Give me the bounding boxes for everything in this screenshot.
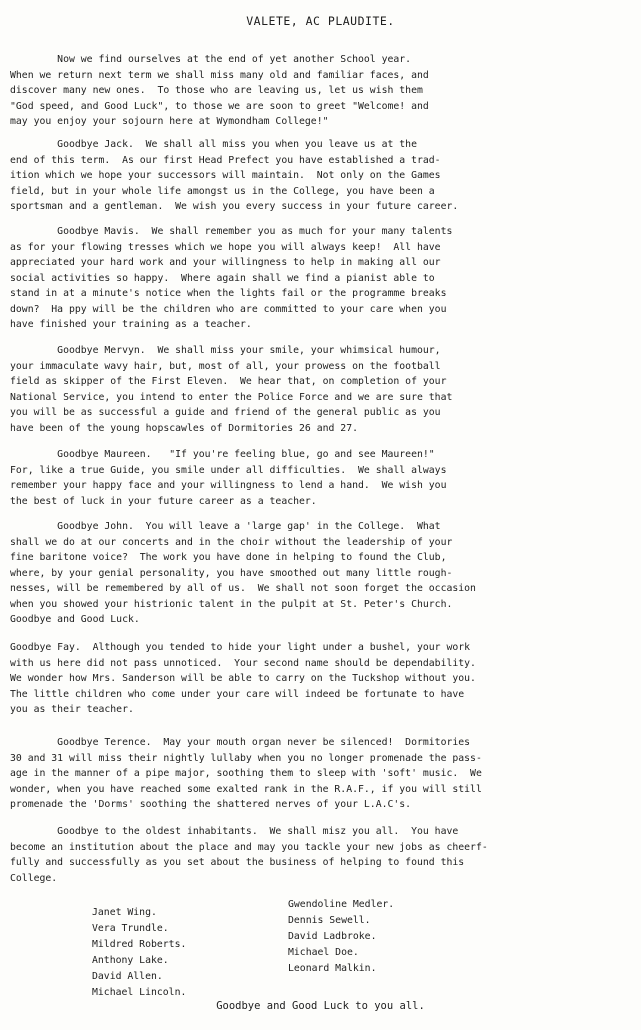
text-line: the best of luck in your future career as a teacher. [10, 495, 317, 507]
text-line: Goodbye Jack. We shall all miss you when you leave us at the [10, 139, 417, 150]
name-entry: David Ladbroke. [288, 931, 377, 942]
text-line: Now we find ourselves at the end of yet another School year. [10, 54, 412, 65]
text-line: you as their teacher. [10, 704, 134, 715]
text-line: have been of the young hopscawles of Dormitories 26 and 27. [10, 422, 358, 434]
text-line: ition which we hope your successors will maintain. Not only on the Games [10, 170, 441, 181]
name-entry: Mildred Roberts. [92, 939, 187, 950]
text-line: discover many new ones. To those who are leaving us, let us wish them [10, 85, 423, 96]
text-line: National Service, you intend to enter the Police Force and we are sure that [10, 391, 453, 403]
text-line: sportsman and a gentleman. We wish you every success in your future career. [10, 201, 459, 212]
text-line: wonder, when you have reached some exalted rank in the R.A.F., if you will still [10, 783, 482, 795]
text-line: promenade the 'Dorms' soothing the shattered nerves of your L.A.C's. [10, 799, 412, 810]
text-line: We wonder how Mrs. Sanderson will be able to carry on the Tuckshop without you. [10, 673, 476, 684]
text-line: Goodbye Mavis. We shall remember you as much for your many talents [10, 226, 453, 237]
name-entry: Leonard Malkin. [288, 963, 377, 974]
text-line: fully and successfully as you set about the business of helping to found this [10, 857, 465, 868]
text-line: down? Ha ppy will be the children who are committed to your care when you [10, 303, 447, 315]
name-entry: Anthony Lake. [92, 955, 169, 966]
name-entry: Janet Wing. [92, 907, 157, 918]
name-entry: Michael Lincoln. [92, 987, 187, 998]
text-line: Goodbye Maureen. "If you're feeling blue, go and see Maureen!" [10, 449, 435, 460]
name-entry: Dennis Sewell. [288, 915, 371, 926]
text-line: "God speed, and Good Luck", to those we are soon to greet "Welcome! and [10, 100, 429, 112]
name-entry: Vera Trundle. [92, 923, 169, 934]
paragraph-intro [10, 52, 610, 130]
text-line: have finished your training as a teacher. [10, 319, 252, 330]
text-line: Goodbye Fay. Although you tended to hide your light under a bushel, your work [10, 642, 471, 653]
text-line: become an institution about the place and may you tackle your new jobs as cheerf- [10, 841, 488, 853]
paragraph-maureen [10, 447, 610, 509]
text-line: The little children who come under your care will indeed be fortunate to have [10, 688, 465, 700]
text-line: as for your flowing tresses which we hope you will always keep! All have [10, 241, 441, 253]
closing-line: Goodbye and Good Luck to you all. [216, 1000, 425, 1012]
text-line: when you showed your histrionic talent in the pulpit at St. Peter's Church. [10, 598, 453, 610]
text-line: appreciated your hard work and your willingness to help in making all our [10, 257, 441, 268]
text-line: with us here did not pass unnoticed. Your second name should be dependability. [10, 657, 476, 669]
text-line: field, but in your whole life amongst us in the College, you have been a [10, 185, 435, 197]
text-line: Goodbye and Good Luck. [10, 614, 140, 625]
text-line: College. [10, 872, 58, 884]
name-entry: Gwendoline Medler. [288, 899, 395, 910]
text-line: Goodbye to the oldest inhabitants. We shall misz you all. You have [10, 826, 459, 837]
text-line: social activities so happy. Where again shall we find a pianist able to [10, 272, 435, 284]
names-right-column [288, 897, 394, 977]
page-title: VALETE, AC PLAUDITE. [246, 14, 395, 28]
text-line: stand in at a minute's notice when the lights fail or the programme breaks [10, 288, 447, 299]
paragraph-terence [10, 735, 610, 813]
names-left-column [92, 905, 186, 1001]
paragraph-oldest-inhabitants [10, 824, 610, 886]
text-line: field as skipper of the First Eleven. We hear that, on completion of your [10, 376, 447, 387]
text-line: nesses, will be remembered by all of us. We shall not soon forget the occasion [10, 583, 476, 594]
text-line: may you enjoy your sojourn here at Wymondham College!" [10, 116, 329, 127]
paragraph-jack [10, 137, 610, 215]
text-line: your immaculate wavy hair, but, most of all, your prowess on the football [10, 360, 441, 372]
name-entry: David Allen. [92, 971, 163, 982]
text-line: When we return next term we shall miss many old and familiar faces, and [10, 69, 429, 81]
text-line: Goodbye Terence. May your mouth organ never be silenced! Dormitories [10, 737, 471, 748]
text-line: 30 and 31 will miss their nightly lullaby when you no longer promenade the pass- [10, 752, 482, 764]
paragraph-mervyn [10, 343, 610, 436]
paragraph-mavis [10, 224, 610, 333]
text-line: age in the manner of a pipe major, soothing them to sleep with 'soft' music. We [10, 768, 482, 779]
paragraph-john [10, 519, 610, 628]
paragraph-fay [10, 640, 610, 718]
text-line: Goodbye John. You will leave a 'large gap' in the College. What [10, 521, 441, 532]
text-line: For, like a true Guide, you smile under all difficulties. We shall always [10, 464, 447, 476]
text-line: shall we do at our concerts and in the choir without the leadership of your [10, 536, 453, 548]
text-line: end of this term. As our first Head Prefect you have established a trad- [10, 154, 441, 166]
text-line: you will be as successful a guide and friend of the general public as you [10, 407, 441, 418]
text-line: Goodbye Mervyn. We shall miss your smile, your whimsical humour, [10, 345, 441, 356]
text-line: where, by your genial personality, you have smoothed out many little rough- [10, 567, 453, 579]
text-line: fine baritone voice? The work you have done in helping to found the Club, [10, 552, 447, 563]
name-entry: Michael Doe. [288, 947, 359, 958]
text-line: remember your happy face and your willingness to lend a hand. We wish you [10, 480, 447, 491]
